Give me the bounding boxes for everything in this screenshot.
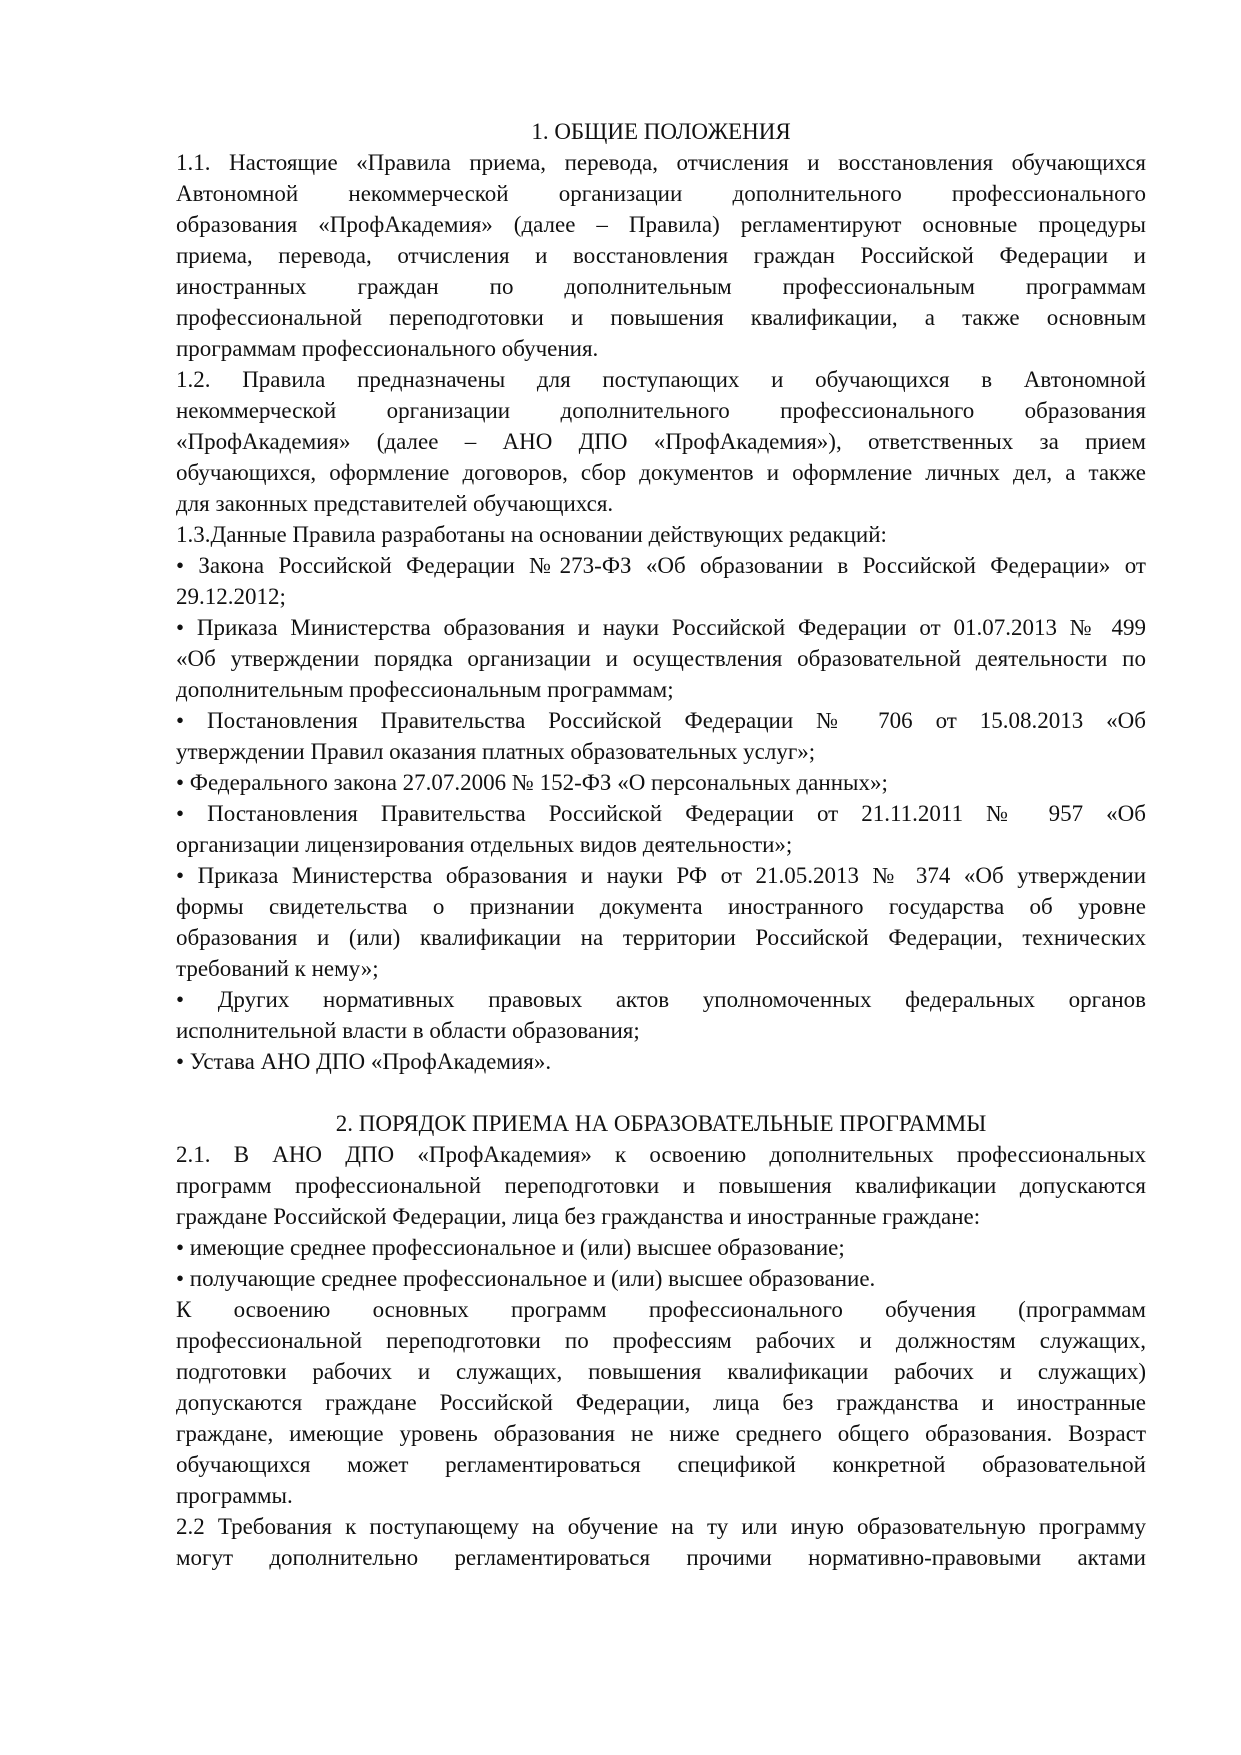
text-line: 2.2 Требования к поступающему на обучение на ту или иную образовательную программу bbox=[176, 1514, 1146, 1539]
text-line: • Приказа Министерства образования и науки РФ от 21.05.2013 № 374 «Об утверждении bbox=[176, 863, 1146, 888]
list-item bbox=[176, 550, 1146, 612]
text-line: граждане, имеющие уровень образования не ниже среднего общего образования. Возраст bbox=[176, 1421, 1146, 1446]
text-line: программ профессиональной переподготовки и повышения квалификации допускаются bbox=[176, 1173, 1146, 1198]
text-line: дополнительным профессиональным программам; bbox=[176, 677, 674, 702]
paragraph-2-1 bbox=[176, 1139, 1146, 1232]
text-line: для законных представителей обучающихся. bbox=[176, 491, 614, 516]
text-line: организации лицензирования отдельных видов деятельности»; bbox=[176, 832, 793, 857]
section-heading: 1. ОБЩИЕ ПОЛОЖЕНИЯ bbox=[531, 119, 791, 144]
text-line: образования «ПрофАкадемия» (далее – Правила) регламентируют основные процедуры bbox=[176, 212, 1146, 237]
text-line: К освоению основных программ профессионального обучения (программам bbox=[176, 1297, 1146, 1322]
text-line: исполнительной власти в области образования; bbox=[176, 1018, 640, 1043]
document-page bbox=[176, 116, 1146, 1573]
text-line: 1.1. Настоящие «Правила приема, перевода, отчисления и восстановления обучающихся bbox=[176, 150, 1146, 175]
text-line: формы свидетельства о признании документа иностранного государства об уровне bbox=[176, 894, 1146, 919]
text-line: • имеющие среднее профессиональное и (или) высшее образование; bbox=[176, 1235, 845, 1260]
list-item bbox=[176, 798, 1146, 860]
list-item bbox=[176, 612, 1146, 705]
text-line: 29.12.2012; bbox=[176, 584, 286, 609]
text-line: 2.1. В АНО ДПО «ПрофАкадемия» к освоению дополнительных профессиональных bbox=[176, 1142, 1146, 1167]
text-line: Автономной некоммерческой организации дополнительного профессионального bbox=[176, 181, 1146, 206]
text-line: профессиональной переподготовки и повышения квалификации, а также основным bbox=[176, 305, 1146, 330]
text-line: приема, перевода, отчисления и восстановления граждан Российской Федерации и bbox=[176, 243, 1146, 268]
text-line: • Других нормативных правовых актов уполномоченных федеральных органов bbox=[176, 987, 1146, 1012]
text-line: • Закона Российской Федерации №273-ФЗ «Об образовании в Российской Федерации» от bbox=[176, 553, 1146, 578]
paragraph-2-2 bbox=[176, 1511, 1146, 1573]
text-line: допускаются граждане Российской Федерации, лица без гражданства и иностранные bbox=[176, 1390, 1146, 1415]
text-line: программы. bbox=[176, 1483, 293, 1508]
text-line: • Федерального закона 27.07.2006 № 152-ФЗ «О персональных данных»; bbox=[176, 770, 888, 795]
list-item bbox=[176, 860, 1146, 984]
list-item bbox=[176, 984, 1146, 1046]
paragraph-1-2 bbox=[176, 364, 1146, 519]
text-line: 1.3.Данные Правила разработаны на основании действующих редакций: bbox=[176, 522, 887, 547]
text-line: иностранных граждан по дополнительным профессиональным программам bbox=[176, 274, 1146, 299]
text-line: обучающихся может регламентироваться спецификой конкретной образовательной bbox=[176, 1452, 1146, 1477]
text-line: • Постановления Правительства Российской Федерации от 21.11.2011 № 957 «Об bbox=[176, 801, 1146, 826]
text-line: некоммерческой организации дополнительного профессионального образования bbox=[176, 398, 1146, 423]
text-line: образования и (или) квалификации на территории Российской Федерации, технических bbox=[176, 925, 1146, 950]
text-line: граждане Российской Федерации, лица без гражданства и иностранные граждане: bbox=[176, 1204, 981, 1229]
text-line: подготовки рабочих и служащих, повышения квалификации рабочих и служащих) bbox=[176, 1359, 1146, 1384]
text-line: • Приказа Министерства образования и науки Российской Федерации от 01.07.2013 № 499 bbox=[176, 615, 1146, 640]
text-line: требований к нему»; bbox=[176, 956, 379, 981]
list-item bbox=[176, 1046, 1146, 1077]
paragraph-1-1 bbox=[176, 147, 1146, 364]
text-line: обучающихся, оформление договоров, сбор документов и оформление личных дел, а также bbox=[176, 460, 1146, 485]
text-line: утверждении Правил оказания платных образовательных услуг»; bbox=[176, 739, 816, 764]
list-item bbox=[176, 1263, 1146, 1294]
list-item bbox=[176, 1232, 1146, 1263]
section-heading: 2. ПОРЯДОК ПРИЕМА НА ОБРАЗОВАТЕЛЬНЫЕ ПРОГРАММЫ bbox=[335, 1111, 987, 1136]
paragraph-1-3 bbox=[176, 519, 1146, 550]
text-line: • Постановления Правительства Российской Федерации № 706 от 15.08.2013 «Об bbox=[176, 708, 1146, 733]
section-spacer bbox=[176, 1077, 1146, 1108]
text-line: программам профессионального обучения. bbox=[176, 336, 599, 361]
text-line: • получающие среднее профессиональное и (или) высшее образование. bbox=[176, 1266, 876, 1291]
text-line: профессиональной переподготовки по профессиям рабочих и должностям служащих, bbox=[176, 1328, 1146, 1353]
text-line: 1.2. Правила предназначены для поступающих и обучающихся в Автономной bbox=[176, 367, 1146, 392]
list-item bbox=[176, 767, 1146, 798]
text-line: могут дополнительно регламентироваться прочими нормативно-правовыми актами bbox=[176, 1545, 1146, 1570]
list-item bbox=[176, 705, 1146, 767]
text-line: «ПрофАкадемия» (далее – АНО ДПО «ПрофАкадемия»), ответственных за прием bbox=[176, 429, 1146, 454]
text-line: «Об утверждении порядка организации и осуществления образовательной деятельности по bbox=[176, 646, 1146, 671]
paragraph-2-1-continued bbox=[176, 1294, 1146, 1511]
text-line: • Устава АНО ДПО «ПрофАкадемия». bbox=[176, 1049, 552, 1074]
